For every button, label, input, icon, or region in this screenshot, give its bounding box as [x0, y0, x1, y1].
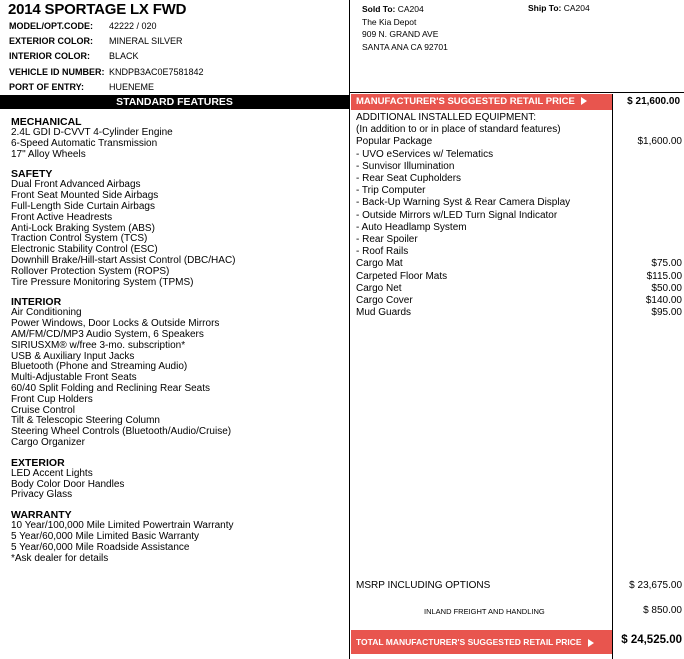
total-msrp-value: $ 24,525.00 — [621, 634, 682, 646]
option-price — [614, 185, 682, 197]
center-divider — [349, 0, 350, 659]
ship-to-label: Ship To: — [528, 3, 562, 13]
info-value: KNDPB3AC0E7581842 — [109, 66, 204, 77]
feature-item: 6-Speed Automatic Transmission — [11, 137, 158, 149]
option-item: Cargo Cover — [356, 295, 413, 307]
options-list — [356, 112, 606, 319]
feature-item: 17" Alloy Wheels — [11, 148, 86, 160]
msrp-including-options-value: $ 23,675.00 — [629, 580, 682, 591]
option-price — [614, 234, 682, 246]
feature-section-title: MECHANICAL — [11, 116, 82, 128]
feature-item: Front Cup Holders — [11, 393, 93, 405]
feature-item: Multi-Adjustable Front Seats — [11, 372, 137, 384]
ship-to-code: CA204 — [563, 3, 590, 13]
feature-section-title: WARRANTY — [11, 509, 72, 522]
price-column-divider — [612, 94, 613, 659]
feature-item: SIRIUSXM® w/free 3-mo. subscription* — [11, 339, 186, 351]
option-item: - Rear Seat Cupholders — [356, 173, 462, 185]
feature-section-title: SAFETY — [11, 168, 53, 181]
option-price: $75.00 — [651, 258, 682, 270]
feature-section — [11, 169, 347, 288]
feature-item: 10 Year/100,000 Mile Limited Powertrain Warranty — [11, 520, 234, 532]
base-price: $ 21,600.00 — [627, 96, 680, 107]
option-price — [614, 149, 682, 161]
options-prices — [614, 112, 682, 319]
option-item: Popular Package — [356, 136, 433, 148]
option-item: - Trip Computer — [356, 185, 426, 197]
msrp-label: MANUFACTURER'S SUGGESTED RETAIL PRICE — [356, 96, 575, 107]
option-price — [614, 161, 682, 173]
feature-item: LED Accent Lights — [11, 467, 93, 479]
option-price: $50.00 — [651, 282, 682, 294]
total-msrp-label: TOTAL MANUFACTURER'S SUGGESTED RETAIL PRICE — [356, 637, 582, 647]
feature-item: 5 Year/60,000 Mile Limited Basic Warranty — [11, 530, 200, 542]
feature-item: Electronic Stability Control (ESC) — [11, 244, 158, 256]
option-item: - Auto Headlamp System — [356, 221, 467, 233]
option-item: - Roof Rails — [356, 246, 409, 258]
dealer-address-line: The Kia Depot — [362, 16, 417, 27]
vehicle-title: 2014 SPORTAGE LX FWD — [8, 1, 187, 18]
option-item: - UVO eServices w/ Telematics — [356, 148, 494, 160]
total-msrp-bar — [351, 630, 612, 654]
dealer-address-line: 909 N. GRAND AVE — [362, 29, 439, 39]
info-row — [9, 49, 204, 64]
msrp-bar — [351, 94, 612, 110]
standard-features-list — [11, 117, 347, 573]
feature-item: Cruise Control — [11, 404, 75, 416]
feature-item: Dual Front Advanced Airbags — [11, 179, 141, 191]
feature-item: Traction Control System (TCS) — [11, 233, 148, 245]
feature-item: Front Seat Mounted Side Airbags — [11, 190, 159, 202]
info-row — [9, 80, 204, 95]
feature-section — [11, 297, 347, 448]
feature-item: 60/40 Split Folding and Reclining Rear Seats — [11, 382, 211, 394]
standard-features-heading: STANDARD FEATURES — [0, 95, 349, 109]
feature-item: Full-Length Side Curtain Airbags — [11, 200, 155, 212]
option-item: Cargo Net — [356, 282, 402, 294]
option-item: Cargo Mat — [356, 258, 403, 270]
feature-item: Bluetooth (Phone and Streaming Audio) — [11, 361, 188, 373]
feature-item: Tire Pressure Monitoring System (TPMS) — [11, 276, 194, 288]
option-price — [614, 222, 682, 234]
feature-item: 5 Year/60,000 Mile Roadside Assistance — [11, 541, 190, 553]
freight-label: INLAND FREIGHT AND HANDLING — [424, 607, 545, 616]
option-item: (In addition to or in place of standard features) — [356, 124, 561, 136]
option-item: ADDITIONAL INSTALLED EQUIPMENT: — [356, 112, 537, 123]
feature-item: Tilt & Telescopic Steering Column — [11, 415, 160, 427]
feature-section-title: EXTERIOR — [11, 456, 65, 469]
info-value: HUENEME — [109, 81, 155, 92]
feature-section — [11, 510, 347, 564]
info-value: 42222 / 020 — [109, 21, 157, 31]
sold-to-block — [362, 3, 448, 53]
option-price: $1,600.00 — [637, 136, 682, 148]
info-row — [9, 65, 204, 80]
info-label: EXTERIOR COLOR: — [9, 36, 94, 47]
info-value: MINERAL SILVER — [109, 36, 183, 47]
dealer-address — [362, 16, 448, 54]
msrp-including-options-label: MSRP INCLUDING OPTIONS — [356, 580, 491, 591]
feature-item: Rollover Protection System (ROPS) — [11, 265, 170, 277]
option-price — [614, 112, 682, 124]
header-divider — [349, 92, 684, 93]
feature-item: Steering Wheel Controls (Bluetooth/Audio/Cruise) — [11, 426, 232, 438]
info-label: MODEL/OPT.CODE: — [9, 21, 94, 31]
option-price — [614, 197, 682, 209]
info-label: INTERIOR COLOR: — [9, 51, 90, 62]
feature-item: *Ask dealer for details — [11, 552, 109, 564]
feature-item: AM/FM/CD/MP3 Audio System, 6 Speakers — [11, 328, 204, 340]
feature-item: Front Active Headrests — [11, 211, 113, 223]
sold-to-code: CA204 — [397, 4, 424, 14]
info-label: PORT OF ENTRY: — [9, 81, 84, 92]
option-price: $95.00 — [651, 307, 682, 319]
feature-section-title: INTERIOR — [11, 296, 62, 309]
option-price — [614, 124, 682, 136]
feature-item: Power Windows, Door Locks & Outside Mirrors — [11, 318, 220, 330]
option-item: - Rear Spoiler — [356, 234, 418, 246]
arrow-right-icon — [588, 639, 594, 647]
option-price — [614, 246, 682, 258]
freight-value: $ 850.00 — [643, 605, 682, 616]
feature-item: Body Color Door Handles — [11, 478, 125, 490]
feature-item: USB & Auxiliary Input Jacks — [11, 350, 135, 362]
info-row — [9, 19, 204, 34]
option-price — [614, 173, 682, 185]
feature-item: Cargo Organizer — [11, 436, 85, 448]
option-item: - Outside Mirrors w/LED Turn Signal Indicator — [356, 209, 558, 221]
feature-item: Downhill Brake/Hill-start Assist Control (DBC/HAC) — [11, 254, 236, 266]
sold-to-label: Sold To: — [362, 4, 396, 14]
option-item: - Sunvisor Illumination — [356, 160, 455, 172]
option-price — [614, 210, 682, 222]
info-row — [9, 34, 204, 49]
arrow-right-icon — [581, 97, 587, 105]
vehicle-info — [9, 19, 204, 95]
info-label: VEHICLE ID NUMBER: — [9, 66, 105, 77]
feature-item: Anti-Lock Braking System (ABS) — [11, 222, 155, 234]
ship-to-block — [528, 3, 590, 13]
option-item: Mud Guards — [356, 307, 412, 319]
feature-item: Privacy Glass — [11, 489, 73, 501]
feature-section — [11, 458, 347, 501]
option-item: - Back-Up Warning Syst & Rear Camera Display — [356, 197, 571, 209]
feature-section — [11, 117, 347, 160]
option-price: $140.00 — [645, 295, 682, 307]
dealer-address-line: SANTA ANA CA 92701 — [362, 41, 448, 52]
option-price: $115.00 — [646, 270, 682, 282]
feature-item: 2.4L GDI D-CVVT 4-Cylinder Engine — [11, 127, 173, 138]
info-value: BLACK — [109, 51, 139, 62]
option-item: Carpeted Floor Mats — [356, 270, 448, 282]
feature-item: Air Conditioning — [11, 307, 82, 319]
